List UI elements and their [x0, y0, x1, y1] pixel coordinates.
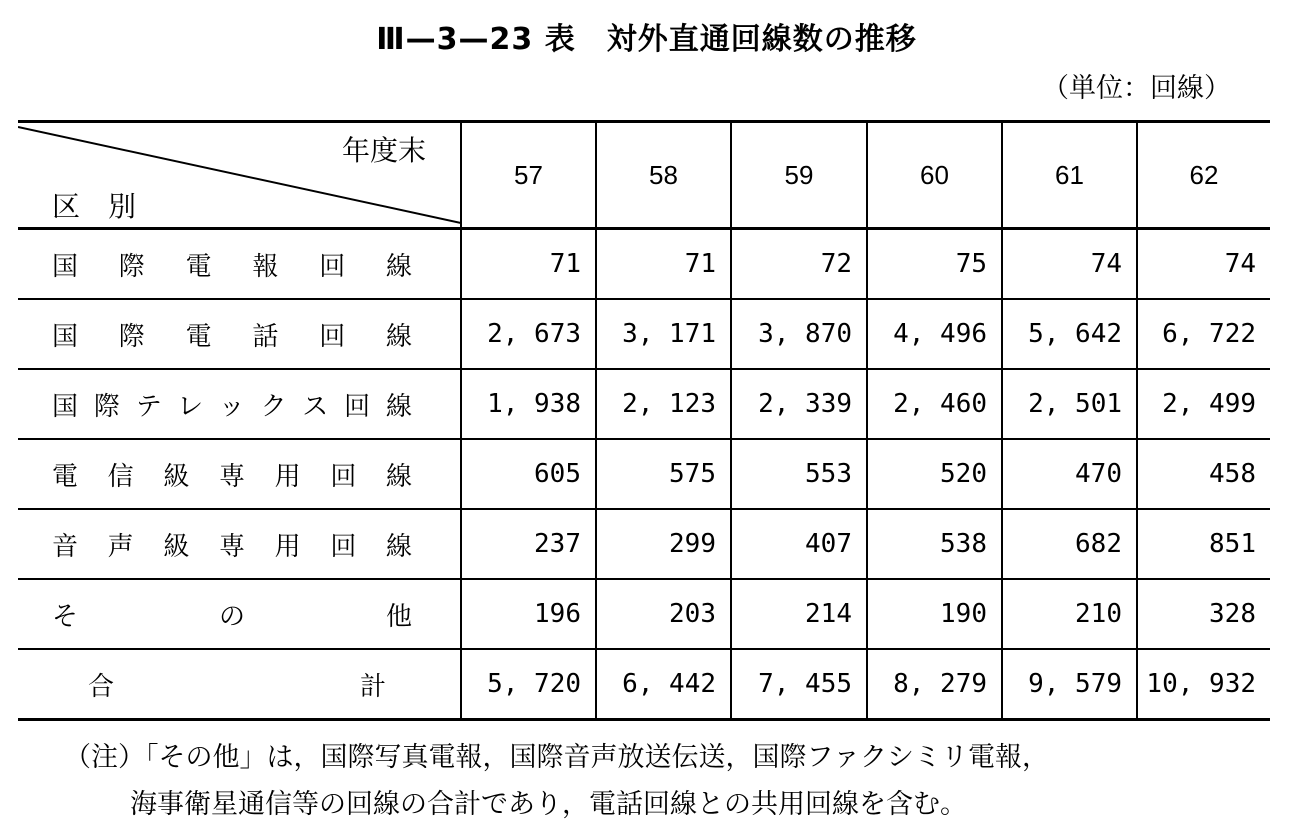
year-header: 58 — [596, 122, 731, 229]
value-cell: 520 — [867, 439, 1002, 509]
row-label — [18, 509, 461, 579]
circuit-table — [18, 120, 1270, 721]
row-label — [18, 299, 461, 369]
value-cell: 328 — [1137, 579, 1270, 649]
row-label-text: 国際電報回線 — [52, 251, 412, 282]
value-cell: 3, 171 — [596, 299, 731, 369]
total-cell: 9, 579 — [1002, 649, 1137, 720]
year-header: 57 — [461, 122, 596, 229]
value-cell: 3, 870 — [731, 299, 867, 369]
value-cell: 553 — [731, 439, 867, 509]
table-row — [18, 439, 1270, 509]
total-cell: 8, 279 — [867, 649, 1002, 720]
value-cell: 2, 501 — [1002, 369, 1137, 439]
row-label-text: そ の 他 — [52, 601, 412, 632]
value-cell: 71 — [596, 229, 731, 300]
row-label-text: 国際テレックス回線 — [52, 391, 412, 422]
header-row — [18, 122, 1270, 229]
value-cell: 605 — [461, 439, 596, 509]
row-label-text: 国際電話回線 — [52, 321, 412, 352]
corner-year-label: 年度末 — [341, 135, 426, 166]
table-row — [18, 229, 1270, 300]
value-cell: 237 — [461, 509, 596, 579]
value-cell: 575 — [596, 439, 731, 509]
row-label-text: 音声級専用回線 — [52, 531, 412, 562]
value-cell: 851 — [1137, 509, 1270, 579]
footnote — [64, 734, 1049, 828]
table-row — [18, 579, 1270, 649]
value-cell: 5, 642 — [1002, 299, 1137, 369]
total-cell: 6, 442 — [596, 649, 731, 720]
value-cell: 470 — [1002, 439, 1137, 509]
row-label — [18, 439, 461, 509]
year-header: 60 — [867, 122, 1002, 229]
total-row — [18, 649, 1270, 720]
value-cell: 203 — [596, 579, 731, 649]
total-cell: 7, 455 — [731, 649, 867, 720]
value-cell: 210 — [1002, 579, 1137, 649]
value-cell: 74 — [1137, 229, 1270, 300]
total-cell: 5, 720 — [461, 649, 596, 720]
value-cell: 72 — [731, 229, 867, 300]
total-label — [18, 649, 461, 720]
value-cell: 458 — [1137, 439, 1270, 509]
value-cell: 6, 722 — [1137, 299, 1270, 369]
footnote-line-2: 海事衛星通信等の回線の合計であり，電話回線との共用回線を含む。 — [130, 789, 967, 820]
row-label-text: 電信級専用回線 — [52, 461, 412, 492]
total-cell: 10, 932 — [1137, 649, 1270, 720]
value-cell: 299 — [596, 509, 731, 579]
year-header: 61 — [1002, 122, 1137, 229]
row-label — [18, 229, 461, 300]
value-cell: 190 — [867, 579, 1002, 649]
footnote-line-1: （注）「その他」は，国際写真電報，国際音声放送伝送，国際ファクシミリ電報， — [64, 742, 1049, 773]
value-cell: 2, 339 — [731, 369, 867, 439]
value-cell: 74 — [1002, 229, 1137, 300]
table-row — [18, 299, 1270, 369]
table-title: Ⅲ—3—23 表 対外直通回線数の推移 — [376, 22, 917, 57]
value-cell: 4, 496 — [867, 299, 1002, 369]
value-cell: 682 — [1002, 509, 1137, 579]
value-cell: 538 — [867, 509, 1002, 579]
value-cell: 214 — [731, 579, 867, 649]
row-label-text: 合 計 — [88, 671, 386, 702]
value-cell: 1, 938 — [461, 369, 596, 439]
table-row — [18, 509, 1270, 579]
value-cell: 2, 499 — [1137, 369, 1270, 439]
unit-label: （単位：回線） — [1042, 73, 1231, 104]
value-cell: 407 — [731, 509, 867, 579]
value-cell: 2, 123 — [596, 369, 731, 439]
row-label — [18, 579, 461, 649]
row-label — [18, 369, 461, 439]
table-row — [18, 369, 1270, 439]
corner-category-label: 区 別 — [52, 191, 137, 222]
year-header: 62 — [1137, 122, 1270, 229]
value-cell: 2, 673 — [461, 299, 596, 369]
value-cell: 196 — [461, 579, 596, 649]
value-cell: 75 — [867, 229, 1002, 300]
corner-cell — [18, 122, 461, 229]
value-cell: 71 — [461, 229, 596, 300]
value-cell: 2, 460 — [867, 369, 1002, 439]
year-header: 59 — [731, 122, 867, 229]
